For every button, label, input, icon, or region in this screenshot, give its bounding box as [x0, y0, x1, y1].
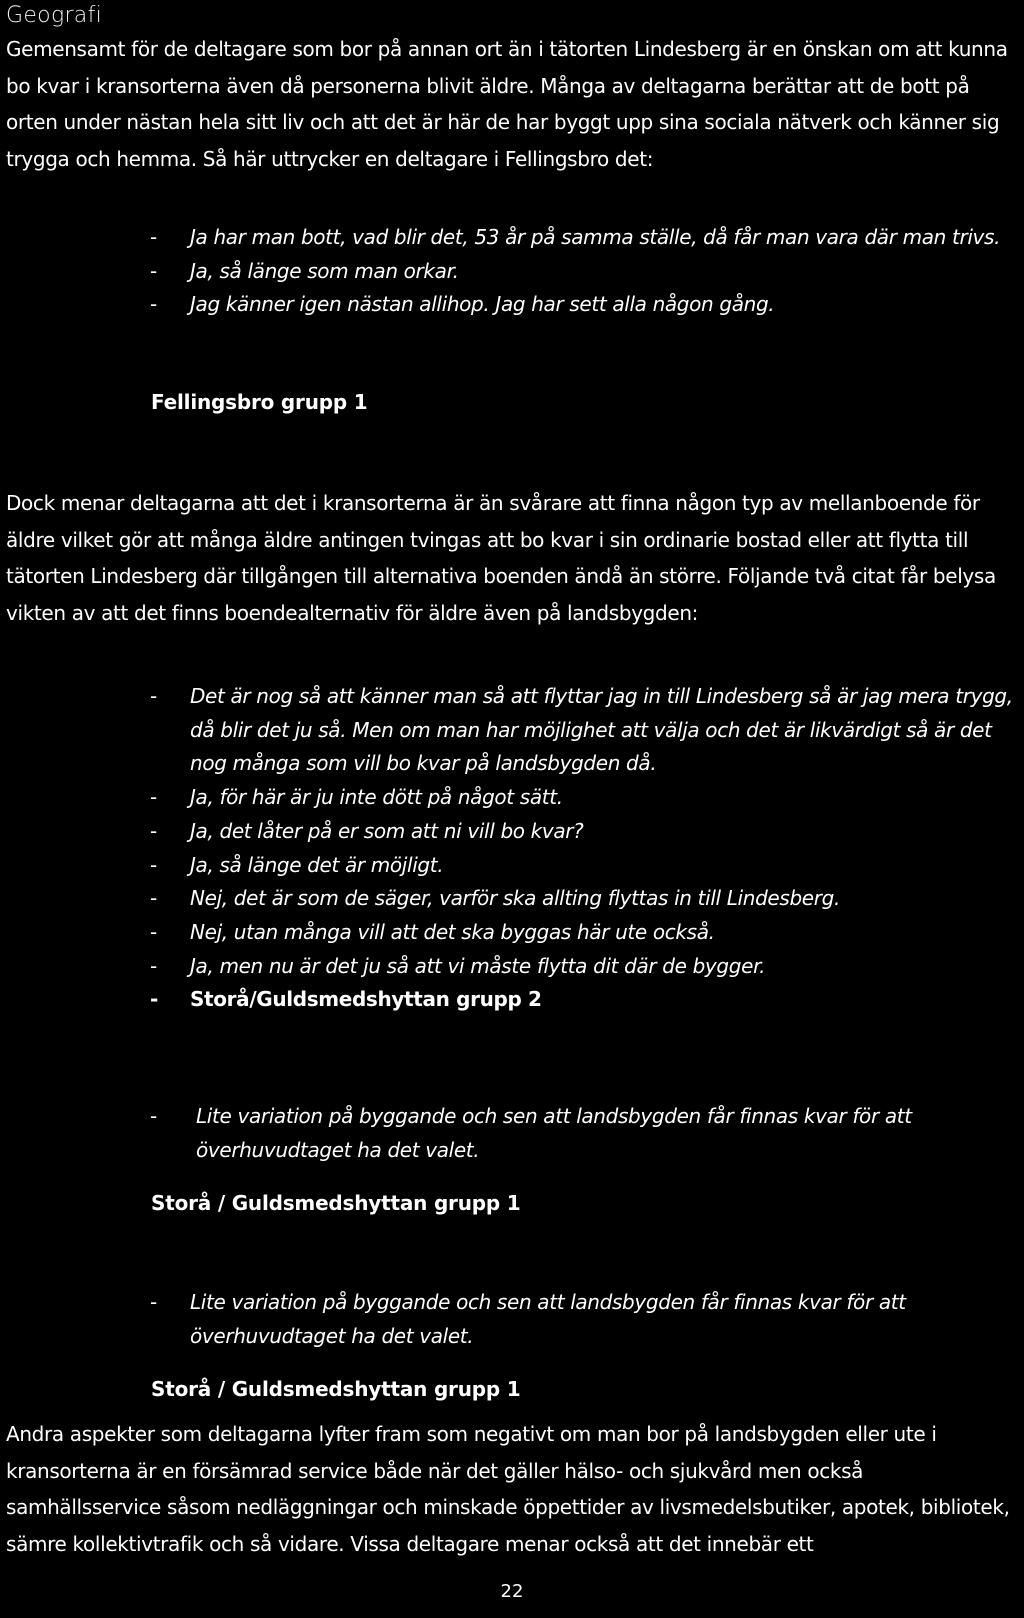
- quote-item: [150, 221, 1020, 255]
- dash-marker: -: [150, 919, 157, 944]
- quote-text: Jag känner igen nästan allihop. Jag har sett alla någon gång.: [190, 292, 775, 317]
- quote-list-3: [150, 1100, 1020, 1167]
- dash-marker: -: [150, 818, 157, 843]
- page-number: 22: [500, 1581, 524, 1602]
- quote-item: [150, 1286, 1020, 1353]
- quote-item: [150, 815, 1020, 849]
- dash-marker: -: [150, 225, 157, 249]
- dash-marker: -: [150, 1290, 157, 1314]
- quote-text: Ja, för här är ju inte dött på något sätt.: [190, 785, 563, 810]
- quote-list-4: [150, 1286, 1020, 1353]
- quote-text: Lite variation på byggande och sen att landsbygden får finnas kvar för att överhuvudtaget ha det valet.: [190, 1290, 906, 1348]
- quote-text: Det är nog så att känner man så att flyttar jag in till Lindesberg så är jag mera trygg, då blir det ju så. Men om man har möjlighet att välja och det är likvärdigt så är det nog många som vill bo kvar på landsbygden då.: [190, 684, 1013, 776]
- paragraph-2: Dock menar deltagarna att det i kransorterna är än svårare att finna någon typ av mellanboende för äldre vilket gör att många äldre antingen tvingas att bo kvar i sin ordinarie bostad eller att flytta till tätorten Lindesberg där tillgången till alternativa boenden ändå än större. Följande två citat får belysa vikten av att det finns boendealternativ för äldre även på landsbygden:: [6, 491, 996, 625]
- dash-marker: -: [150, 886, 157, 911]
- quote-text: Lite variation på byggande och sen att landsbygden får finnas kvar för att överhuvudtaget ha det valet.: [196, 1104, 912, 1162]
- paragraph-3: Andra aspekter som deltagarna lyfter fram som negativt om man bor på landsbygden eller ute i kransorterna är en försämrad service både när det gäller hälso- och sjukvård men också samhällsservice såsom nedläggningar och minskade öppettider av livsmedelsbutiker, apotek, bibliotek, sämre kollektivtrafik och så vidare. Vissa deltagare menar också att det innebär ett: [6, 1422, 1010, 1556]
- quote-text: Ja, så länge det är möjligt.: [190, 852, 444, 877]
- dash-marker: -: [150, 953, 157, 978]
- dash-marker: -: [150, 1104, 157, 1128]
- dash-marker: -: [150, 684, 157, 708]
- quote-list-1: [150, 221, 1020, 322]
- quote-source-4: Storå / Guldsmedshyttan grupp 1: [151, 1377, 521, 1401]
- quote-item: [150, 950, 1020, 984]
- dash-marker: -: [150, 785, 157, 810]
- quote-text: Ja, men nu är det ju så att vi måste flytta dit där de bygger.: [190, 953, 766, 978]
- section-heading: Geografi: [6, 3, 103, 28]
- quote-source-item: [150, 983, 1020, 1017]
- quote-source-2: Storå/Guldsmedshyttan grupp 2: [190, 987, 542, 1012]
- quote-item: [150, 288, 1020, 322]
- quote-item: [150, 882, 1020, 916]
- quote-source-1: Fellingsbro grupp 1: [151, 390, 368, 414]
- dash-marker: -: [150, 258, 157, 283]
- quote-item: [150, 1100, 1020, 1167]
- dash-marker: -: [150, 987, 158, 1012]
- quote-item: [150, 255, 1020, 289]
- paragraph-1: Gemensamt för de deltagare som bor på annan ort än i tätorten Lindesberg är en önskan om att kunna bo kvar i kransorterna även då personerna blivit äldre. Många av deltagarna berättar att de bott på orten under nästan hela sitt liv och att det är här de har byggt upp sina sociala nätverk och känner sig trygga och hemma. Så här uttrycker en deltagare i Fellingsbro det:: [6, 37, 1008, 171]
- dash-marker: -: [150, 292, 157, 317]
- quote-item: [150, 849, 1020, 883]
- quote-list-2: [150, 680, 1020, 1017]
- dash-marker: -: [150, 852, 157, 877]
- quote-text: Ja har man bott, vad blir det, 53 år på samma ställe, då får man vara där man trivs.: [190, 225, 1001, 249]
- quote-text: Nej, det är som de säger, varför ska allting flyttas in till Lindesberg.: [190, 886, 840, 911]
- quote-item: [150, 680, 1020, 781]
- quote-text: Ja, så länge som man orkar.: [190, 258, 459, 283]
- quote-text: Nej, utan många vill att det ska byggas här ute också.: [190, 919, 715, 944]
- quote-item: [150, 916, 1020, 950]
- quote-item: [150, 781, 1020, 815]
- quote-source-3: Storå / Guldsmedshyttan grupp 1: [151, 1191, 521, 1215]
- quote-text: Ja, det låter på er som att ni vill bo kvar?: [190, 818, 584, 843]
